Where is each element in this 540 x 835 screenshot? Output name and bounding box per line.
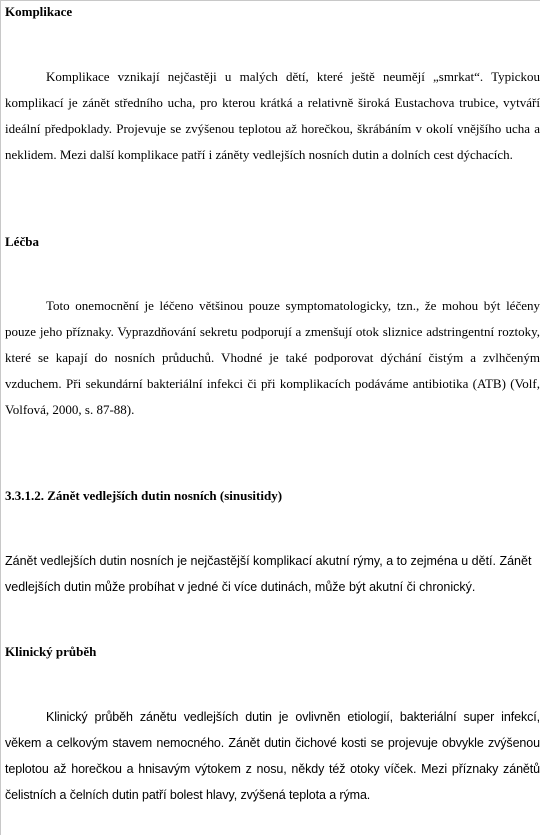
section-heading-klinicky-prubeh: Klinický průběh (5, 644, 97, 659)
section-heading-sinusitidy: 3.3.1.2. Zánět vedlejších dutin nosních (sinusitidy) (5, 488, 283, 503)
paragraph-sinusitidy: Zánět vedlejších dutin nosních je nejčastější komplikací akutní rýmy, a to zejména u dětí. Zánět vedlejších dutin může probíhat v jedné či více dutinách, může být akutní či chronický. (5, 554, 532, 594)
paragraph-lecba: Toto onemocnění je léčeno většinou pouze symptomatologicky, tzn., že mohou být léčeny pouze jeho příznaky. Vyprazdňování sekretu podporují a zmenšují otok sliznice adstringentní roztoky, které se kapají do nosních průduchů. Vhodné je také podporovat dýchání čistým a zvlhčeným vzduchem. Při sekundární bakteriální infekci či při komplikacích podáváme antibiotika (ATB) (Volf, Volfová, 2000, s. 87-88). (5, 298, 540, 417)
section-heading-komplikace: Komplikace (5, 4, 73, 19)
paragraph-klinicky-prubeh: Klinický průběh zánětu vedlejších dutin je ovlivněn etiologií, bakteriální super infekcí, věkem a celkovým stavem nemocného. Zánět dutin čichové kosti se projevuje obvykle zvýšenou teplotou až horečkou a hnisavým výtokem z nosu, někdy též otoky víček. Mezi příznaky zánětů čelistních a čelních dutin patří bolest hlavy, zvýšená teplota a rýma. (5, 710, 540, 802)
paragraph-komplikace: Komplikace vznikají nejčastěji u malých dětí, které ještě neumějí „smrkat“. Typickou komplikací je zánět středního ucha, pro kterou krátká a relativně široká Eustachova trubice, vytváří ideální předpoklady. Projevuje se zvýšenou teplotou až horečkou, škrábáním v okolí vnějšího ucha a neklidem. Mezi další komplikace patří i záněty vedlejších nosních dutin a dolních cest dýchacích. (5, 69, 540, 162)
section-heading-lecba: Léčba (5, 234, 39, 249)
